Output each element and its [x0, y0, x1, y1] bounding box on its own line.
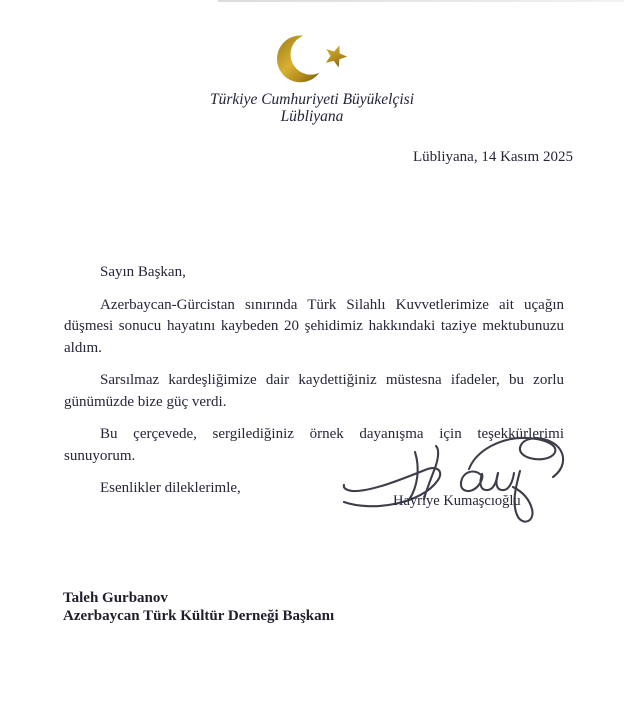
- signatory-name: Hayriye Kumaşcıoğlu: [393, 493, 521, 509]
- paragraph-2: Sarsılmaz kardeşliğimize dair kaydettiğiniz müstesna ifadeler, bu zorlu günümüzde bize güç verdi.: [64, 372, 564, 410]
- scan-artifact-line: [218, 0, 624, 2]
- recipient-title: Azerbaycan Türk Kültür Derneği Başkanı: [63, 608, 335, 624]
- paragraph-3: Bu çerçevede, sergilediğiniz örnek dayanışma için teşekkürlerimi sunuyorum.: [64, 426, 564, 464]
- signature: [338, 428, 568, 530]
- closing-line: Esenlikler dileklerimle,: [100, 480, 241, 496]
- salutation: Sayın Başkan,: [100, 264, 186, 280]
- signature-ink-icon: [338, 428, 568, 530]
- letterhead-city: Lübliyana: [280, 107, 344, 125]
- letterhead-title: Türkiye Cumhuriyeti Büyükelçisi: [209, 91, 415, 108]
- recipient-block: [63, 589, 334, 625]
- letterhead: [0, 92, 624, 125]
- paragraph-1: Azerbaycan-Gürcistan sınırında Türk Silahlı Kuvvetlerimize ait uçağın düşmesi sonucu hayatını kaybeden 20 şehidimiz hakkındaki taziye mektubunuzu aldım.: [64, 296, 564, 356]
- dateline: Lübliyana, 14 Kasım 2025: [413, 149, 573, 165]
- recipient-name: Taleh Gurbanov: [63, 590, 168, 606]
